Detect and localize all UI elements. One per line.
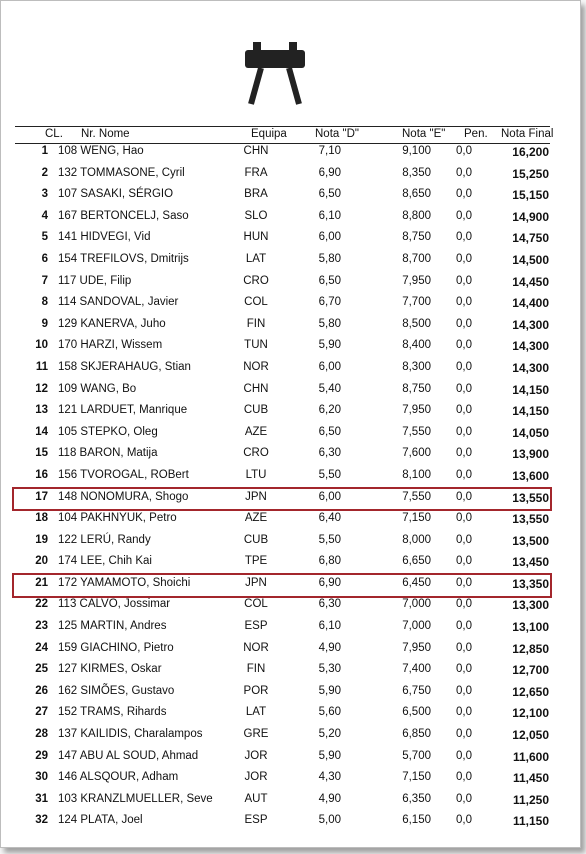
penalty-cell: 0,0 — [456, 533, 472, 546]
e-score-cell: 7,550 — [402, 490, 431, 503]
athlete-cell: 159 GIACHINO, Pietro — [58, 641, 174, 654]
penalty-cell: 0,0 — [456, 620, 472, 633]
header-rank: CL. — [45, 128, 63, 140]
e-score-cell: 9,100 — [402, 145, 431, 157]
athlete-cell: 129 KANERVA, Juho — [58, 317, 166, 330]
d-score-cell: 5,90 — [318, 684, 341, 697]
d-score-cell: 6,50 — [318, 188, 341, 201]
penalty-cell: 0,0 — [456, 598, 472, 611]
d-score-cell: 7,10 — [318, 145, 341, 157]
pommel-horse-icon — [235, 40, 315, 106]
team-cell: LAT — [245, 706, 267, 719]
athlete-cell: 172 YAMAMOTO, Shoichi — [58, 576, 191, 589]
rank-cell: 31 — [35, 792, 48, 805]
rank-cell: 13 — [35, 404, 48, 417]
team-cell: JOR — [244, 749, 268, 762]
penalty-cell: 0,0 — [456, 296, 472, 309]
athlete-cell: 113 CALVO, Jossimar — [58, 598, 171, 611]
team-cell: CUB — [243, 533, 269, 546]
final-score-cell: 14,300 — [512, 339, 549, 354]
athlete-cell: 107 SASAKI, SÉRGIO — [58, 188, 174, 201]
table-row — [0, 509, 586, 531]
final-score-cell: 15,250 — [512, 166, 549, 181]
d-score-cell: 6,90 — [318, 576, 341, 589]
team-cell: BRA — [244, 188, 268, 201]
athlete-cell: 122 LERÚ, Randy — [58, 533, 151, 546]
header-number-name: Nr. Nome — [81, 128, 130, 140]
rank-cell: 5 — [41, 231, 48, 244]
penalty-cell: 0,0 — [456, 512, 472, 525]
d-score-cell: 6,30 — [318, 598, 341, 611]
table-row — [0, 725, 586, 747]
table-row — [0, 790, 586, 812]
penalty-cell: 0,0 — [456, 792, 472, 805]
e-score-cell: 8,750 — [402, 382, 431, 395]
team-cell: GRE — [243, 728, 269, 741]
table-row — [0, 336, 586, 358]
d-score-cell: 6,20 — [318, 404, 341, 417]
penalty-cell: 0,0 — [456, 166, 472, 179]
table-row — [0, 250, 586, 272]
table-row — [0, 595, 586, 617]
team-cell: CHN — [243, 145, 269, 157]
d-score-cell: 5,30 — [318, 663, 341, 676]
team-cell: SLO — [244, 209, 268, 222]
table-row — [0, 552, 586, 574]
athlete-cell: 117 UDE, Filip — [58, 274, 132, 287]
athlete-cell: 109 WANG, Bo — [58, 382, 137, 395]
final-score-cell: 12,650 — [512, 684, 549, 699]
d-score-cell: 6,30 — [318, 447, 341, 460]
table-row — [0, 660, 586, 682]
rank-cell: 32 — [35, 814, 48, 827]
final-score-cell: 12,700 — [512, 663, 549, 678]
penalty-cell: 0,0 — [456, 231, 472, 244]
rank-cell: 21 — [35, 576, 48, 589]
e-score-cell: 7,000 — [402, 620, 431, 633]
rank-cell: 6 — [41, 252, 48, 265]
table-row — [0, 617, 586, 639]
rank-cell: 29 — [35, 749, 48, 762]
athlete-cell: 121 LARDUET, Manrique — [58, 404, 188, 417]
team-cell: TPE — [244, 555, 268, 568]
team-cell: COL — [244, 296, 268, 309]
team-cell: FIN — [246, 663, 266, 676]
d-score-cell: 6,70 — [318, 296, 341, 309]
team-cell: ESP — [244, 620, 268, 633]
penalty-cell: 0,0 — [456, 317, 472, 330]
table-row — [0, 401, 586, 423]
athlete-cell: 154 TREFILOVS, Dmitrijs — [58, 252, 189, 265]
team-cell: JPN — [245, 576, 267, 589]
penalty-cell: 0,0 — [456, 555, 472, 568]
rank-cell: 10 — [35, 339, 48, 352]
e-score-cell: 6,750 — [402, 684, 431, 697]
athlete-cell: 118 BARON, Matija — [58, 447, 158, 460]
e-score-cell: 8,400 — [402, 339, 431, 352]
table-row — [0, 703, 586, 725]
e-score-cell: 6,850 — [402, 728, 431, 741]
d-score-cell: 5,50 — [318, 533, 341, 546]
final-score-cell: 16,200 — [512, 145, 549, 159]
rank-cell: 28 — [35, 728, 48, 741]
rank-cell: 19 — [35, 533, 48, 546]
athlete-cell: 162 SIMÕES, Gustavo — [58, 684, 175, 697]
final-score-cell: 13,550 — [512, 512, 549, 527]
team-cell: CUB — [243, 404, 269, 417]
athlete-cell: 105 STEPKO, Oleg — [58, 425, 158, 438]
rank-cell: 26 — [35, 684, 48, 697]
penalty-cell: 0,0 — [456, 274, 472, 287]
rank-cell: 12 — [35, 382, 48, 395]
d-score-cell: 5,60 — [318, 706, 341, 719]
athlete-cell: 170 HARZI, Wissem — [58, 339, 163, 352]
d-score-cell: 6,00 — [318, 360, 341, 373]
e-score-cell: 7,150 — [402, 512, 431, 525]
d-score-cell: 6,90 — [318, 166, 341, 179]
rank-cell: 14 — [35, 425, 48, 438]
athlete-cell: 103 KRANZLMUELLER, Seve — [58, 792, 213, 805]
d-score-cell: 6,80 — [318, 555, 341, 568]
final-score-cell: 13,100 — [512, 620, 549, 635]
rank-cell: 22 — [35, 598, 48, 611]
d-score-cell: 5,80 — [318, 252, 341, 265]
e-score-cell: 7,150 — [402, 771, 431, 784]
table-row — [0, 466, 586, 488]
final-score-cell: 13,500 — [512, 533, 549, 548]
table-row — [0, 768, 586, 790]
rank-cell: 7 — [41, 274, 48, 287]
final-score-cell: 12,850 — [512, 641, 549, 656]
rank-cell: 2 — [41, 166, 48, 179]
team-cell: JPN — [245, 490, 267, 503]
d-score-cell: 5,00 — [318, 814, 341, 827]
final-score-cell: 14,900 — [512, 209, 549, 224]
highlight-box-yamamoto — [12, 573, 552, 598]
e-score-cell: 7,550 — [402, 425, 431, 438]
table-row — [0, 811, 586, 833]
e-score-cell: 8,700 — [402, 252, 431, 265]
final-score-cell: 14,400 — [512, 296, 549, 311]
penalty-cell: 0,0 — [456, 145, 472, 157]
e-score-cell: 7,600 — [402, 447, 431, 460]
penalty-cell: 0,0 — [456, 684, 472, 697]
penalty-cell: 0,0 — [456, 252, 472, 265]
e-score-cell: 6,650 — [402, 555, 431, 568]
d-score-cell: 4,30 — [318, 771, 341, 784]
athlete-cell: 158 SKJERAHAUG, Stian — [58, 360, 191, 373]
e-score-cell: 7,000 — [402, 598, 431, 611]
rank-cell: 30 — [35, 771, 48, 784]
final-score-cell: 14,300 — [512, 317, 549, 332]
final-score-cell: 12,050 — [512, 728, 549, 743]
athlete-cell: 137 KAILIDIS, Charalampos — [58, 728, 203, 741]
rank-cell: 9 — [41, 317, 48, 330]
penalty-cell: 0,0 — [456, 339, 472, 352]
d-score-cell: 5,50 — [318, 468, 341, 481]
team-cell: CHN — [243, 382, 269, 395]
athlete-cell: 104 PAKHNYUK, Petro — [58, 512, 177, 525]
final-score-cell: 13,900 — [512, 447, 549, 462]
table-row — [0, 207, 586, 229]
e-score-cell: 6,500 — [402, 706, 431, 719]
final-score-cell: 14,050 — [512, 425, 549, 440]
penalty-cell: 0,0 — [456, 490, 472, 503]
athlete-cell: 127 KIRMES, Oskar — [58, 663, 162, 676]
d-score-cell: 6,10 — [318, 209, 341, 222]
team-cell: AUT — [244, 792, 268, 805]
penalty-cell: 0,0 — [456, 209, 472, 222]
penalty-cell: 0,0 — [456, 728, 472, 741]
d-score-cell: 5,80 — [318, 317, 341, 330]
table-row — [0, 185, 586, 207]
final-score-cell: 11,250 — [512, 792, 549, 807]
penalty-cell: 0,0 — [456, 814, 472, 827]
final-score-cell: 13,350 — [512, 576, 549, 591]
rank-cell: 25 — [35, 663, 48, 676]
athlete-cell: 156 TVOROGAL, ROBert — [58, 468, 189, 481]
d-score-cell: 6,00 — [318, 231, 341, 244]
rank-cell: 20 — [35, 555, 48, 568]
e-score-cell: 8,800 — [402, 209, 431, 222]
athlete-cell: 108 WENG, Hao — [58, 145, 144, 157]
d-score-cell: 6,50 — [318, 274, 341, 287]
team-cell: POR — [243, 684, 269, 697]
athlete-cell: 114 SANDOVAL, Javier — [58, 296, 179, 309]
table-row — [0, 531, 586, 553]
d-score-cell: 5,90 — [318, 749, 341, 762]
athlete-cell: 174 LEE, Chih Kai — [58, 555, 152, 568]
rank-cell: 4 — [41, 209, 48, 222]
athlete-cell: 147 ABU AL SOUD, Ahmad — [58, 749, 199, 762]
team-cell: JOR — [244, 771, 268, 784]
final-score-cell: 13,550 — [512, 490, 549, 505]
table-row — [0, 747, 586, 769]
rank-cell: 18 — [35, 512, 48, 525]
e-score-cell: 7,700 — [402, 296, 431, 309]
e-score-cell: 7,950 — [402, 641, 431, 654]
penalty-cell: 0,0 — [456, 188, 472, 201]
e-score-cell: 7,950 — [402, 404, 431, 417]
athlete-cell: 141 HIDVEGI, Vid — [58, 231, 151, 244]
rank-cell: 3 — [41, 188, 48, 201]
table-row — [0, 315, 586, 337]
table-row — [0, 380, 586, 402]
rank-cell: 27 — [35, 706, 48, 719]
e-score-cell: 6,350 — [402, 792, 431, 805]
team-cell: COL — [244, 598, 268, 611]
final-score-cell: 14,500 — [512, 252, 549, 267]
d-score-cell: 4,90 — [318, 792, 341, 805]
e-score-cell: 7,400 — [402, 663, 431, 676]
rank-cell: 16 — [35, 468, 48, 481]
final-score-cell: 11,450 — [512, 771, 549, 786]
e-score-cell: 8,000 — [402, 533, 431, 546]
d-score-cell: 5,40 — [318, 382, 341, 395]
team-cell: NOR — [243, 360, 269, 373]
penalty-cell: 0,0 — [456, 468, 472, 481]
final-score-cell: 13,450 — [512, 555, 549, 570]
d-score-cell: 4,90 — [318, 641, 341, 654]
athlete-cell: 132 TOMMASONE, Cyril — [58, 166, 185, 179]
e-score-cell: 8,650 — [402, 188, 431, 201]
final-score-cell: 14,150 — [512, 404, 549, 419]
table-row — [0, 228, 586, 250]
penalty-cell: 0,0 — [456, 641, 472, 654]
d-score-cell: 6,10 — [318, 620, 341, 633]
team-cell: LTU — [245, 468, 267, 481]
e-score-cell: 5,700 — [402, 749, 431, 762]
table-row — [0, 423, 586, 445]
athlete-cell: 124 PLATA, Joel — [58, 814, 143, 827]
e-score-cell: 8,750 — [402, 231, 431, 244]
e-score-cell: 6,150 — [402, 814, 431, 827]
penalty-cell: 0,0 — [456, 771, 472, 784]
team-cell: AZE — [244, 425, 268, 438]
penalty-cell: 0,0 — [456, 576, 472, 589]
e-score-cell: 6,450 — [402, 576, 431, 589]
header-final-score: Nota Final — [501, 128, 554, 140]
team-cell: FRA — [244, 166, 268, 179]
penalty-cell: 0,0 — [456, 706, 472, 719]
team-cell: LAT — [245, 252, 267, 265]
d-score-cell: 6,40 — [318, 512, 341, 525]
header-d-score: Nota "D" — [315, 128, 359, 140]
final-score-cell: 13,600 — [512, 468, 549, 483]
table-row — [0, 164, 586, 186]
e-score-cell: 7,950 — [402, 274, 431, 287]
d-score-cell: 5,90 — [318, 339, 341, 352]
highlight-box-nonomura — [12, 487, 552, 512]
d-score-cell: 6,50 — [318, 425, 341, 438]
e-score-cell: 8,350 — [402, 166, 431, 179]
table-row — [0, 272, 586, 294]
athlete-cell: 152 TRAMS, Rihards — [58, 706, 167, 719]
final-score-cell: 12,100 — [512, 706, 549, 721]
d-score-cell: 6,00 — [318, 490, 341, 503]
table-row — [0, 293, 586, 315]
final-score-cell: 11,600 — [512, 749, 549, 764]
penalty-cell: 0,0 — [456, 663, 472, 676]
rank-cell: 15 — [35, 447, 48, 460]
rank-cell: 8 — [41, 296, 48, 309]
final-score-cell: 13,300 — [512, 598, 549, 613]
team-cell: AZE — [244, 512, 268, 525]
final-score-cell: 15,150 — [512, 188, 549, 203]
header-penalty: Pen. — [464, 128, 488, 140]
final-score-cell: 14,450 — [512, 274, 549, 289]
athlete-cell: 146 ALSQOUR, Adham — [58, 771, 179, 784]
rank-cell: 23 — [35, 620, 48, 633]
team-cell: NOR — [243, 641, 269, 654]
penalty-cell: 0,0 — [456, 382, 472, 395]
team-cell: HUN — [243, 231, 269, 244]
penalty-cell: 0,0 — [456, 425, 472, 438]
rank-cell: 24 — [35, 641, 48, 654]
e-score-cell: 8,500 — [402, 317, 431, 330]
team-cell: CRO — [243, 274, 269, 287]
final-score-cell: 14,750 — [512, 231, 549, 246]
team-cell: FIN — [246, 317, 266, 330]
table-row — [0, 142, 586, 164]
table-row — [0, 444, 586, 466]
header-team: Equipa — [251, 128, 287, 140]
team-cell: CRO — [243, 447, 269, 460]
table-row — [0, 358, 586, 380]
team-cell: ESP — [244, 814, 268, 827]
final-score-cell: 14,150 — [512, 382, 549, 397]
table-row — [0, 682, 586, 704]
penalty-cell: 0,0 — [456, 447, 472, 460]
final-score-cell: 14,300 — [512, 360, 549, 375]
rank-cell: 1 — [41, 145, 48, 157]
penalty-cell: 0,0 — [456, 749, 472, 762]
athlete-cell: 167 BERTONCELJ, Saso — [58, 209, 189, 222]
d-score-cell: 5,20 — [318, 728, 341, 741]
athlete-cell: 125 MARTIN, Andres — [58, 620, 167, 633]
final-score-cell: 11,150 — [512, 814, 549, 829]
athlete-cell: 148 NONOMURA, Shogo — [58, 490, 189, 503]
penalty-cell: 0,0 — [456, 404, 472, 417]
team-cell: TUN — [244, 339, 268, 352]
e-score-cell: 8,100 — [402, 468, 431, 481]
header-e-score: Nota "E" — [402, 128, 446, 140]
table-row — [0, 639, 586, 661]
penalty-cell: 0,0 — [456, 360, 472, 373]
rank-cell: 17 — [35, 490, 48, 503]
rank-cell: 11 — [35, 360, 48, 373]
e-score-cell: 8,300 — [402, 360, 431, 373]
